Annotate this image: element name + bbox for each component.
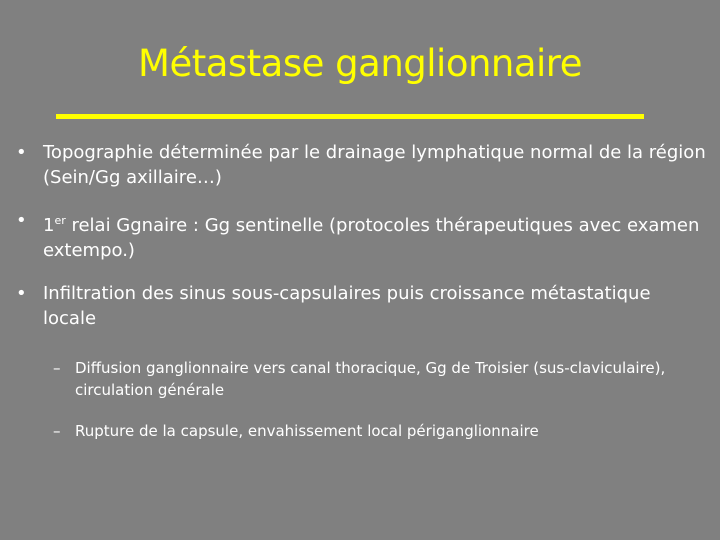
sub-bullet-text: Diffusion ganglionnaire vers canal thoracique, Gg de Troisier (sus-claviculaire), circulation générale — [75, 359, 666, 399]
bullet-marker: • — [16, 210, 27, 231]
bullet-text-prefix: 1 — [43, 215, 55, 236]
bullet-item-infiltration — [16, 281, 706, 442]
sub-bullet-marker: – — [53, 422, 61, 440]
sub-bullet-text: Rupture de la capsule, envahissement local périganglionnaire — [75, 422, 539, 440]
sub-bullet-item-rupture — [43, 420, 706, 442]
bullet-superscript: er — [54, 214, 66, 227]
bullet-text: Infiltration des sinus sous-capsulaires puis croissance métastatique locale — [43, 283, 651, 329]
bullet-text: Topographie déterminée par le drainage lymphatique normal de la région (Sein/Gg axillaire…) — [43, 142, 706, 188]
bullet-marker: • — [16, 283, 27, 304]
bullet-marker: • — [16, 142, 27, 163]
bullet-text-suffix: relai Ggnaire : Gg sentinelle (protocoles thérapeutiques avec examen extempo.) — [43, 215, 700, 261]
sub-bullet-marker: – — [53, 359, 61, 377]
sub-bullet-item-diffusion — [43, 357, 706, 401]
bullet-item-topographie — [16, 140, 706, 190]
bullet-item-relai — [16, 208, 706, 263]
slide-title: Métastase ganglionnaire — [138, 42, 582, 85]
bullet-list — [16, 140, 706, 461]
sub-bullet-list — [43, 357, 706, 442]
title-underline — [56, 114, 644, 119]
